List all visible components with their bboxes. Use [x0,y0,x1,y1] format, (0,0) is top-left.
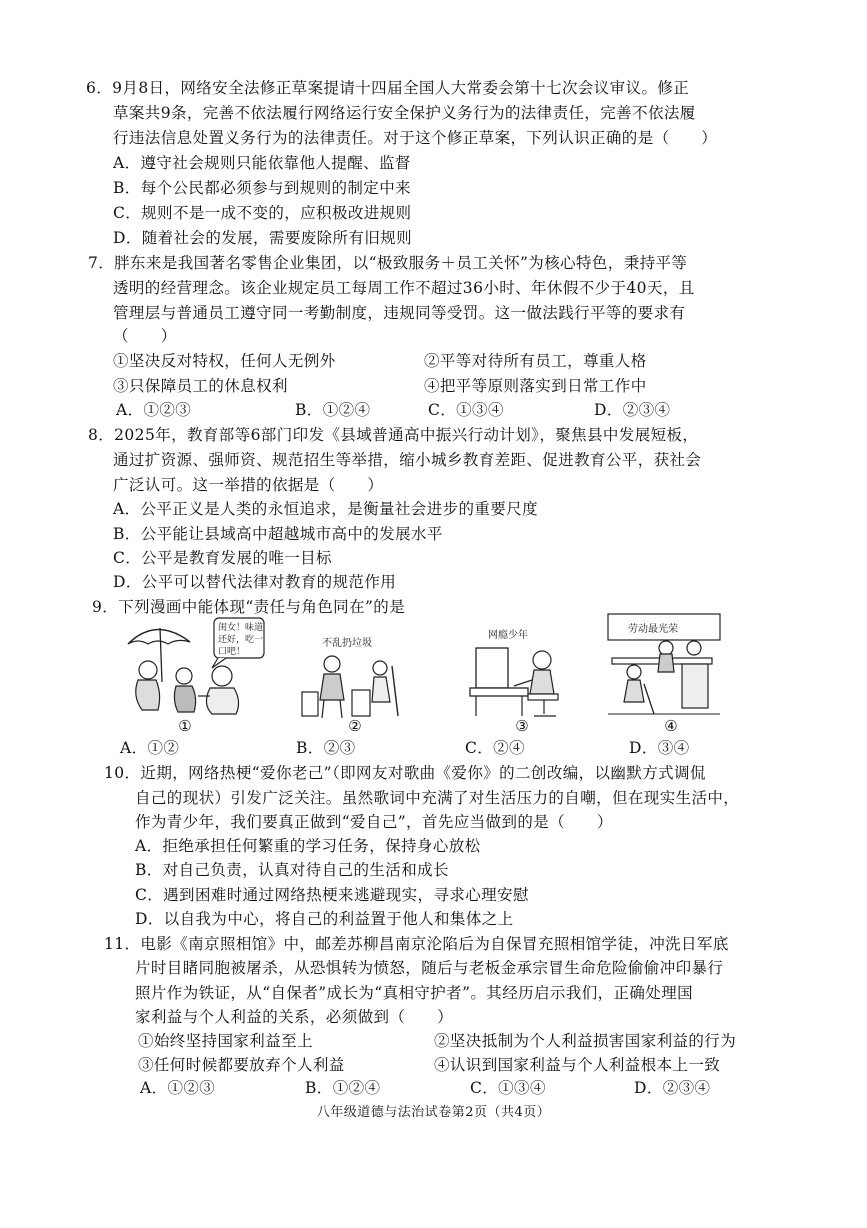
q8-option-a: A．公平正义是人类的永恒追求，是衡量社会进步的重要尺度 [113,500,538,518]
q7-stem-line-3: 管理层与普通员工遵守同一考勤制度，违规同等受罚。这一做法践行平等的要求有 [113,304,686,322]
comic-1-bubble-line-3: 口吧！ [218,647,246,657]
comic-4-labor-illustration [604,610,724,720]
comic-4-number: ④ [664,717,678,735]
q6-option-c: C．规则不是一成不变的，应积极改进规则 [113,204,412,222]
comic-3-number: ③ [515,717,529,735]
comic-3-caption: 网瘾少年 [488,630,528,641]
q10-option-c: C．遇到困难时通过网络热梗来逃避现实，寻求心理安慰 [135,886,529,904]
q11-choice-b: B．①②④ [305,1079,381,1097]
q11-stem-line-1: 11．电影《南京照相馆》中，邮差苏柳昌南京沦陷后为自保冒充照相馆学徒，冲洗日军底 [104,935,729,953]
comic-1-elderly-care-illustration [118,614,268,720]
q7-choice-a: A．①②③ [116,401,192,419]
q10-option-a: A．拒绝承担任何繁重的学习任务，保持身心放松 [135,837,481,855]
q7-statement-1: ①坚决反对特权，任何人无例外 [113,352,336,370]
q11-statement-2: ②坚决抵制为个人利益损害国家利益的行为 [434,1032,737,1050]
q8-stem-line-2: 通过扩资源、强师资、规范招生等举措，缩小城乡教育差距、促进教育公平，获社会 [113,451,702,469]
q6-stem-line-2: 草案共9条，完善不依法履行网络运行安全保护义务行为的法律责任，完善不依法履 [113,104,696,122]
q7-stem-line-1: 7．胖东来是我国著名零售企业集团，以“极致服务＋员工关怀”为核心特色，秉持平等 [88,254,688,272]
q8-option-d: D．公平可以替代法律对教育的规范作用 [113,573,397,591]
comic-1-bubble-line-1: 闺女！味道 [218,623,264,633]
q11-choice-c: C．①③④ [470,1079,546,1097]
q9-choice-d: D．③④ [629,739,690,757]
q9-choice-c: C．②④ [465,739,525,757]
q10-stem-line-3: 作为青少年，我们要真正做到“爱自己”，首先应当做到的是（ ） [135,813,613,831]
comic-3-internet-addiction-illustration [464,624,584,720]
comic-2-litter-illustration [294,630,412,720]
q6-stem-line-3: 行违法信息处置义务行为的法律责任。对于这个修正草案，下列认识正确的是（ ） [113,129,718,147]
page-footer: 八年级道德与法治试卷第2页（共4页） [316,1105,551,1120]
q9-choice-b: B．②③ [296,739,356,757]
q10-option-b: B．对自己负责，认真对待自己的生活和成长 [135,861,449,879]
q11-stem-line-4: 家利益与个人利益的关系，必须做到（ ） [135,1008,454,1026]
comic-1-bubble-line-2: 还好，吃一 [218,635,264,645]
q6-option-b: B．每个公民都必须参与到规则的制定中来 [113,179,411,197]
q11-statement-3: ③任何时候都要放弃个人利益 [138,1056,345,1074]
q8-option-b: B．公平能让县域高中超越城市高中的发展水平 [113,525,443,543]
comic-2-caption: 不乱扔垃圾 [322,638,372,649]
comic-1-number: ① [178,717,192,735]
q8-stem-line-3: 广泛认可。这一举措的依据是（ ） [113,476,384,494]
q6-option-d: D．随着社会的发展，需要废除所有旧规则 [113,229,413,247]
q7-statement-4: ④把平等原则落实到日常工作中 [424,377,647,395]
q7-choice-c: C．①③④ [428,401,504,419]
q8-option-c: C．公平是教育发展的唯一目标 [113,549,332,567]
q6-option-a: A．遵守社会规则只能依靠他人提醒、监督 [113,154,411,172]
q7-choice-d: D．②③④ [594,401,671,419]
q7-stem-line-4: （ ） [113,327,177,345]
q11-stem-line-3: 照片作为铁证，从“自保者”成长为“真相守护者”。其经历启示我们，正确处理国 [135,984,693,1002]
q10-option-d: D．以自我为中心，将自己的利益置于他人和集体之上 [135,910,514,928]
q11-choice-a: A．①②③ [140,1079,216,1097]
q11-statement-1: ①始终坚持国家利益至上 [138,1032,313,1050]
q10-stem-line-1: 10．近期，网络热梗“爱你老己”（即网友对歌曲《爱你》的二创改编，以幽默方式调侃 [104,764,706,782]
q11-choice-d: D．②③④ [634,1079,711,1097]
q9-stem: 9．下列漫画中能体现“责任与角色同在”的是 [92,598,406,616]
q7-stem-line-2: 透明的经营理念。该企业规定员工每周工作不超过36小时、年休假不少于40天，且 [113,279,695,297]
q7-choice-b: B．①②④ [295,401,371,419]
q7-statement-2: ②平等对待所有员工，尊重人格 [424,352,647,370]
q11-statement-4: ④认识到国家利益与个人利益根本上一致 [434,1056,721,1074]
q10-stem-line-2: 自己的现状）引发广泛关注。虽然歌词中充满了对生活压力的自嘲，但在现实生活中， [135,789,740,807]
comic-2-number: ② [348,717,362,735]
q7-statement-3: ③只保障员工的休息权利 [113,377,288,395]
q8-stem-line-1: 8．2025年，教育部等6部门印发《县域普通高中振兴行动计划》，聚焦县中发展短板， [88,426,699,444]
comic-4-caption: 劳动最光荣 [628,624,678,635]
q11-stem-line-2: 片时目睹同胞被屠杀，从恐惧转为愤怒，随后与老板金承宗冒生命危险偷偷冲印暴行 [135,959,724,977]
q6-stem-line-1: 6．9月8日，网络安全法修正草案提请十四届全国人大常委会第十七次会议审议。修正 [86,79,690,97]
q9-choice-a: A．①② [120,739,180,757]
